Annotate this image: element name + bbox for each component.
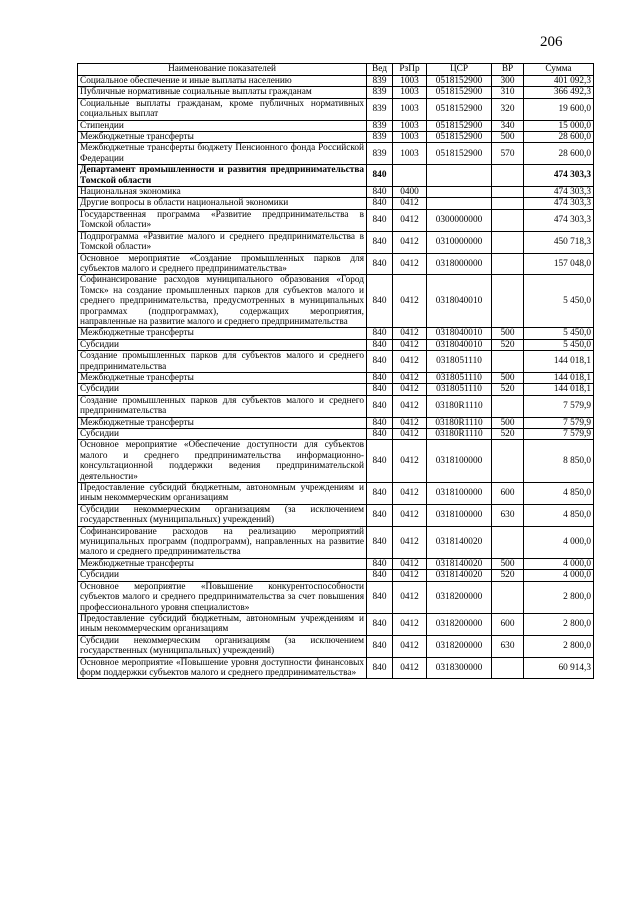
- cell-sum: 5 450,0: [524, 275, 594, 328]
- cell-sum: 474 303,3: [524, 198, 594, 209]
- cell-sum: 5 450,0: [524, 339, 594, 350]
- cell-ved: 840: [367, 504, 393, 526]
- cell-csr: 0318300000: [427, 657, 492, 679]
- cell-sum: 7 579,9: [524, 429, 594, 440]
- cell-csr: 0518152900: [427, 98, 492, 120]
- cell-csr: 0318100000: [427, 504, 492, 526]
- cell-csr: 0318051110: [427, 384, 492, 395]
- cell-vr: 500: [492, 328, 524, 339]
- table-row: [78, 570, 594, 581]
- cell-ved: 840: [367, 165, 393, 187]
- cell-csr: 0318140020: [427, 570, 492, 581]
- cell-sum: 474 303,3: [524, 209, 594, 231]
- cell-vr: [492, 187, 524, 198]
- cell-rzpr: 1003: [393, 76, 427, 87]
- cell-name: Основное мероприятие «Повышение конкурентоспособности субъектов малого и среднего предпринимательства за счет повышения профессионального уровня специалистов»: [78, 581, 367, 613]
- cell-ved: 840: [367, 429, 393, 440]
- cell-csr: 0518152900: [427, 120, 492, 131]
- cell-sum: 2 800,0: [524, 613, 594, 635]
- cell-ved: 840: [367, 328, 393, 339]
- cell-rzpr: 0412: [393, 570, 427, 581]
- cell-name: Софинансирование расходов на реализацию мероприятий муниципальных программ (подпрограмм), направленных на развитие малого и среднего предпринимательства: [78, 526, 367, 558]
- cell-rzpr: 1003: [393, 120, 427, 131]
- cell-name: Государственная программа «Развитие предпринимательства в Томской области»: [78, 209, 367, 231]
- cell-rzpr: 0412: [393, 372, 427, 383]
- cell-csr: 0318200000: [427, 613, 492, 635]
- cell-sum: 366 492,3: [524, 87, 594, 98]
- cell-rzpr: 0412: [393, 209, 427, 231]
- cell-rzpr: 0412: [393, 504, 427, 526]
- cell-name: Основное мероприятие «Обеспечение доступности для субъектов малого и среднего предпринимательства информационно-консультационной поддержки ведения предпринимательской деятельности»: [78, 440, 367, 483]
- cell-csr: 03180R1110: [427, 417, 492, 428]
- cell-ved: 839: [367, 76, 393, 87]
- cell-rzpr: 0412: [393, 483, 427, 505]
- cell-rzpr: 0412: [393, 275, 427, 328]
- table-row: [78, 657, 594, 679]
- cell-rzpr: 0412: [393, 429, 427, 440]
- cell-rzpr: 0412: [393, 328, 427, 339]
- cell-name: Межбюджетные трансферты: [78, 328, 367, 339]
- cell-rzpr: 0412: [393, 440, 427, 483]
- cell-ved: 840: [367, 339, 393, 350]
- cell-rzpr: 0412: [393, 351, 427, 373]
- cell-sum: 157 048,0: [524, 253, 594, 275]
- cell-rzpr: 0412: [393, 198, 427, 209]
- cell-sum: 144 018,1: [524, 372, 594, 383]
- cell-ved: 840: [367, 275, 393, 328]
- cell-rzpr: 0412: [393, 558, 427, 569]
- cell-vr: 630: [492, 635, 524, 657]
- cell-csr: 0318140020: [427, 526, 492, 558]
- cell-vr: 570: [492, 143, 524, 165]
- table-row: [78, 483, 594, 505]
- cell-vr: 500: [492, 558, 524, 569]
- header-sum: Сумма: [524, 64, 594, 76]
- cell-rzpr: 0412: [393, 526, 427, 558]
- table-row: [78, 429, 594, 440]
- table-row: [78, 275, 594, 328]
- cell-name: Субсидии некоммерческим организациям (за исключением государственных (муниципальных) учреждений): [78, 504, 367, 526]
- cell-csr: 0318040010: [427, 339, 492, 350]
- table-row: [78, 440, 594, 483]
- cell-ved: 839: [367, 132, 393, 143]
- table-row: [78, 143, 594, 165]
- cell-vr: [492, 231, 524, 253]
- cell-vr: [492, 581, 524, 613]
- cell-rzpr: 0412: [393, 613, 427, 635]
- cell-name: Стипендии: [78, 120, 367, 131]
- cell-csr: 0518152900: [427, 76, 492, 87]
- cell-rzpr: 0412: [393, 339, 427, 350]
- cell-vr: 630: [492, 504, 524, 526]
- table-row: [78, 351, 594, 373]
- cell-sum: 450 718,3: [524, 231, 594, 253]
- cell-vr: 600: [492, 613, 524, 635]
- header-rzpr: РзПр: [393, 64, 427, 76]
- cell-csr: [427, 165, 492, 187]
- cell-csr: 0518152900: [427, 132, 492, 143]
- cell-vr: 310: [492, 87, 524, 98]
- cell-sum: 2 800,0: [524, 581, 594, 613]
- cell-name: Межбюджетные трансферты: [78, 372, 367, 383]
- table-row: [78, 253, 594, 275]
- cell-csr: 03180R1110: [427, 429, 492, 440]
- cell-csr: 0518152900: [427, 87, 492, 98]
- cell-name: Межбюджетные трансферты бюджету Пенсионного фонда Российской Федерации: [78, 143, 367, 165]
- cell-sum: 60 914,3: [524, 657, 594, 679]
- cell-sum: 4 000,0: [524, 526, 594, 558]
- cell-ved: 840: [367, 417, 393, 428]
- cell-csr: 0300000000: [427, 209, 492, 231]
- cell-ved: 840: [367, 440, 393, 483]
- cell-ved: 840: [367, 372, 393, 383]
- cell-rzpr: 0412: [393, 635, 427, 657]
- cell-rzpr: [393, 165, 427, 187]
- cell-name: Национальная экономика: [78, 187, 367, 198]
- cell-vr: [492, 198, 524, 209]
- cell-ved: 840: [367, 581, 393, 613]
- table-row: [78, 187, 594, 198]
- cell-ved: 840: [367, 395, 393, 417]
- cell-ved: 840: [367, 198, 393, 209]
- cell-sum: 15 000,0: [524, 120, 594, 131]
- table-body: [78, 76, 594, 679]
- cell-sum: 28 600,0: [524, 132, 594, 143]
- cell-sum: 7 579,9: [524, 395, 594, 417]
- table-row: [78, 165, 594, 187]
- cell-name: Предоставление субсидий бюджетным, автономным учреждениям и иным некоммерческим организациям: [78, 613, 367, 635]
- cell-csr: 0318040010: [427, 328, 492, 339]
- cell-rzpr: 0412: [393, 417, 427, 428]
- cell-rzpr: 1003: [393, 132, 427, 143]
- cell-name: Создание промышленных парков для субъектов малого и среднего предпринимательства: [78, 351, 367, 373]
- cell-name: Софинансирование расходов муниципального образования «Город Томск» на создание промышленных парков для субъектов малого и среднего предпринимательства, предусмотренных в муниципальных программах (подпрограммах), содержащих мероприятия, направленные на развитие малого и среднего предпринимательства: [78, 275, 367, 328]
- cell-csr: 0310000000: [427, 231, 492, 253]
- table-row: [78, 395, 594, 417]
- cell-rzpr: 0412: [393, 581, 427, 613]
- table-row: [78, 132, 594, 143]
- cell-vr: [492, 351, 524, 373]
- cell-ved: 840: [367, 187, 393, 198]
- cell-rzpr: 1003: [393, 143, 427, 165]
- cell-ved: 840: [367, 231, 393, 253]
- cell-sum: 4 000,0: [524, 570, 594, 581]
- cell-csr: 0318040010: [427, 275, 492, 328]
- cell-vr: [492, 440, 524, 483]
- cell-name: Межбюджетные трансферты: [78, 417, 367, 428]
- cell-rzpr: 0400: [393, 187, 427, 198]
- cell-ved: 840: [367, 657, 393, 679]
- cell-rzpr: 1003: [393, 87, 427, 98]
- cell-vr: 320: [492, 98, 524, 120]
- cell-vr: 520: [492, 339, 524, 350]
- cell-name: Субсидии: [78, 570, 367, 581]
- header-vr: ВР: [492, 64, 524, 76]
- cell-vr: 500: [492, 372, 524, 383]
- cell-name: Социальные выплаты гражданам, кроме публичных нормативных социальных выплат: [78, 98, 367, 120]
- cell-ved: 840: [367, 558, 393, 569]
- cell-sum: 8 850,0: [524, 440, 594, 483]
- cell-name: Субсидии: [78, 384, 367, 395]
- cell-ved: 840: [367, 635, 393, 657]
- cell-vr: 520: [492, 384, 524, 395]
- cell-vr: 600: [492, 483, 524, 505]
- header-ved: Вед: [367, 64, 393, 76]
- cell-rzpr: 0412: [393, 657, 427, 679]
- cell-vr: [492, 275, 524, 328]
- cell-name: Основное мероприятие «Повышение уровня доступности финансовых форм поддержки субъектов малого и среднего предпринимательства»: [78, 657, 367, 679]
- cell-csr: 0318140020: [427, 558, 492, 569]
- table-row: [78, 231, 594, 253]
- table-row: [78, 98, 594, 120]
- cell-ved: 839: [367, 87, 393, 98]
- cell-vr: 500: [492, 132, 524, 143]
- cell-ved: 840: [367, 351, 393, 373]
- table-row: [78, 328, 594, 339]
- table-row: [78, 558, 594, 569]
- table-row: [78, 504, 594, 526]
- table-row: [78, 635, 594, 657]
- cell-name: Предоставление субсидий бюджетным, автономным учреждениям и иным некоммерческим организациям: [78, 483, 367, 505]
- header-csr: ЦСР: [427, 64, 492, 76]
- table-row: [78, 581, 594, 613]
- cell-rzpr: 0412: [393, 231, 427, 253]
- table-row: [78, 209, 594, 231]
- table-row: [78, 339, 594, 350]
- cell-sum: 144 018,1: [524, 351, 594, 373]
- cell-ved: 839: [367, 143, 393, 165]
- cell-rzpr: 1003: [393, 98, 427, 120]
- cell-ved: 839: [367, 98, 393, 120]
- table-row: [78, 198, 594, 209]
- cell-sum: 28 600,0: [524, 143, 594, 165]
- cell-name: Социальное обеспечение и иные выплаты населению: [78, 76, 367, 87]
- cell-vr: [492, 395, 524, 417]
- cell-csr: 0318200000: [427, 581, 492, 613]
- cell-rzpr: 0412: [393, 395, 427, 417]
- table-row: [78, 87, 594, 98]
- cell-sum: 4 850,0: [524, 483, 594, 505]
- cell-ved: 840: [367, 209, 393, 231]
- cell-vr: [492, 253, 524, 275]
- cell-vr: [492, 209, 524, 231]
- cell-sum: 401 092,3: [524, 76, 594, 87]
- cell-ved: 840: [367, 483, 393, 505]
- cell-csr: 0318051110: [427, 351, 492, 373]
- cell-csr: [427, 198, 492, 209]
- cell-vr: 520: [492, 570, 524, 581]
- cell-csr: 0518152900: [427, 143, 492, 165]
- table-row: [78, 384, 594, 395]
- cell-sum: 474 303,3: [524, 165, 594, 187]
- page-number: 206: [540, 34, 563, 50]
- table-row: [78, 76, 594, 87]
- cell-sum: 19 600,0: [524, 98, 594, 120]
- cell-ved: 840: [367, 384, 393, 395]
- cell-vr: 520: [492, 429, 524, 440]
- cell-vr: [492, 657, 524, 679]
- table-row: [78, 372, 594, 383]
- cell-vr: 340: [492, 120, 524, 131]
- cell-sum: 7 579,9: [524, 417, 594, 428]
- cell-name: Основное мероприятие «Создание промышленных парков для субъектов малого и среднего предпринимательства»: [78, 253, 367, 275]
- cell-name: Межбюджетные трансферты: [78, 558, 367, 569]
- cell-name: Создание промышленных парков для субъектов малого и среднего предпринимательства: [78, 395, 367, 417]
- cell-csr: [427, 187, 492, 198]
- cell-rzpr: 0412: [393, 253, 427, 275]
- cell-vr: 300: [492, 76, 524, 87]
- cell-csr: 0318051110: [427, 372, 492, 383]
- table-row: [78, 417, 594, 428]
- cell-ved: 840: [367, 526, 393, 558]
- cell-name: Субсидии: [78, 339, 367, 350]
- cell-sum: 2 800,0: [524, 635, 594, 657]
- table-row: [78, 613, 594, 635]
- cell-name: Другие вопросы в области национальной экономики: [78, 198, 367, 209]
- cell-sum: 144 018,1: [524, 384, 594, 395]
- cell-csr: 0318200000: [427, 635, 492, 657]
- cell-rzpr: 0412: [393, 384, 427, 395]
- cell-ved: 840: [367, 613, 393, 635]
- table-row: [78, 120, 594, 131]
- table-header-row: [78, 64, 594, 76]
- table-row: [78, 526, 594, 558]
- cell-name: Департамент промышленности и развития предпринимательства Томской области: [78, 165, 367, 187]
- cell-csr: 03180R1110: [427, 395, 492, 417]
- header-name: Наименование показателей: [78, 64, 367, 76]
- cell-ved: 839: [367, 120, 393, 131]
- cell-sum: 4 850,0: [524, 504, 594, 526]
- cell-csr: 0318000000: [427, 253, 492, 275]
- cell-sum: 4 000,0: [524, 558, 594, 569]
- cell-ved: 840: [367, 570, 393, 581]
- cell-name: Подпрограмма «Развитие малого и среднего предпринимательства в Томской области»: [78, 231, 367, 253]
- cell-sum: 5 450,0: [524, 328, 594, 339]
- cell-csr: 0318100000: [427, 440, 492, 483]
- budget-table: [77, 63, 594, 679]
- cell-vr: [492, 526, 524, 558]
- cell-name: Субсидии некоммерческим организациям (за исключением государственных (муниципальных) учреждений): [78, 635, 367, 657]
- cell-name: Публичные нормативные социальные выплаты гражданам: [78, 87, 367, 98]
- cell-name: Субсидии: [78, 429, 367, 440]
- cell-sum: 474 303,3: [524, 187, 594, 198]
- cell-vr: 500: [492, 417, 524, 428]
- cell-csr: 0318100000: [427, 483, 492, 505]
- cell-vr: [492, 165, 524, 187]
- cell-ved: 840: [367, 253, 393, 275]
- cell-name: Межбюджетные трансферты: [78, 132, 367, 143]
